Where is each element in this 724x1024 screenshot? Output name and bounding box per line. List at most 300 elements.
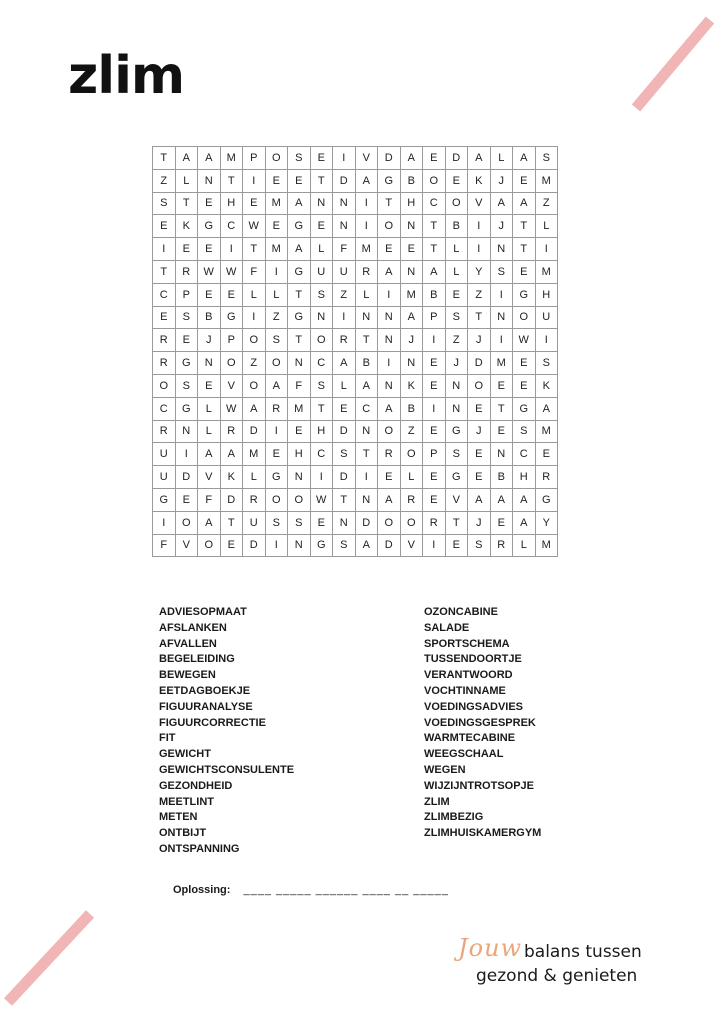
solution-blanks: ____ _____ ______ ____ __ _____: [243, 884, 449, 896]
grid-cell: L: [513, 534, 536, 557]
grid-cell: R: [535, 466, 558, 489]
grid-cell: S: [445, 306, 468, 329]
grid-cell: S: [288, 147, 311, 170]
grid-cell: M: [265, 192, 288, 215]
grid-cell: N: [490, 238, 513, 261]
grid-cell: P: [220, 329, 243, 352]
grid-cell: I: [355, 215, 378, 238]
word-item: WIJZIJNTROTSOPJE: [424, 779, 535, 792]
grid-cell: O: [153, 374, 176, 397]
grid-cell: V: [220, 374, 243, 397]
grid-cell: N: [490, 306, 513, 329]
grid-cell: G: [288, 215, 311, 238]
grid-row: [153, 420, 558, 443]
grid-row: [153, 147, 558, 170]
grid-cell: E: [265, 215, 288, 238]
grid-row: [153, 260, 558, 283]
word-item: VOEDINGSGESPREK: [424, 716, 536, 729]
grid-cell: I: [378, 352, 401, 375]
grid-cell: N: [310, 306, 333, 329]
grid-cell: U: [535, 306, 558, 329]
grid-cell: M: [220, 147, 243, 170]
grid-cell: I: [265, 420, 288, 443]
grid-cell: I: [423, 534, 446, 557]
grid-cell: F: [333, 238, 356, 261]
grid-cell: G: [198, 215, 221, 238]
grid-cell: E: [423, 466, 446, 489]
grid-cell: A: [513, 488, 536, 511]
grid-cell: H: [220, 192, 243, 215]
word-item: GEWICHT: [159, 748, 211, 761]
grid-cell: S: [513, 420, 536, 443]
grid-cell: E: [468, 397, 491, 420]
grid-cell: G: [513, 283, 536, 306]
word-item: SALADE: [424, 621, 470, 634]
word-item: WARMTECABINE: [424, 732, 516, 745]
grid-cell: O: [423, 169, 446, 192]
grid-row: [153, 238, 558, 261]
grid-cell: B: [400, 397, 423, 420]
grid-cell: N: [490, 443, 513, 466]
grid-cell: E: [220, 534, 243, 557]
grid-cell: L: [333, 374, 356, 397]
grid-cell: S: [490, 260, 513, 283]
grid-cell: G: [288, 306, 311, 329]
grid-cell: E: [423, 147, 446, 170]
grid-cell: W: [220, 397, 243, 420]
grid-cell: N: [378, 329, 401, 352]
grid-cell: P: [423, 443, 446, 466]
grid-cell: R: [378, 443, 401, 466]
grid-cell: T: [220, 511, 243, 534]
grid-cell: A: [333, 352, 356, 375]
grid-cell: G: [175, 352, 198, 375]
grid-cell: U: [243, 511, 266, 534]
grid-cell: M: [355, 238, 378, 261]
grid-cell: I: [535, 329, 558, 352]
grid-cell: D: [468, 352, 491, 375]
grid-cell: E: [423, 352, 446, 375]
grid-cell: E: [513, 374, 536, 397]
grid-cell: N: [288, 534, 311, 557]
grid-cell: O: [378, 511, 401, 534]
grid-row: [153, 397, 558, 420]
grid-cell: M: [265, 238, 288, 261]
grid-cell: A: [378, 260, 401, 283]
grid-cell: E: [490, 420, 513, 443]
grid-cell: Z: [535, 192, 558, 215]
grid-cell: A: [400, 306, 423, 329]
grid-cell: E: [468, 466, 491, 489]
grid-cell: U: [310, 260, 333, 283]
grid-cell: T: [310, 397, 333, 420]
grid-cell: A: [378, 488, 401, 511]
grid-cell: C: [310, 443, 333, 466]
grid-cell: W: [513, 329, 536, 352]
grid-cell: N: [400, 215, 423, 238]
grid-cell: Z: [243, 352, 266, 375]
word-item: AFSLANKEN: [159, 621, 227, 634]
grid-cell: L: [355, 283, 378, 306]
grid-cell: G: [265, 466, 288, 489]
grid-cell: E: [490, 374, 513, 397]
grid-row: [153, 306, 558, 329]
grid-cell: T: [333, 488, 356, 511]
grid-cell: S: [265, 511, 288, 534]
grid-cell: E: [310, 147, 333, 170]
grid-row: [153, 374, 558, 397]
grid-cell: Z: [468, 283, 491, 306]
grid-cell: M: [535, 534, 558, 557]
grid-cell: O: [265, 352, 288, 375]
grid-cell: I: [265, 260, 288, 283]
grid-cell: A: [468, 147, 491, 170]
grid-cell: L: [490, 147, 513, 170]
grid-cell: N: [175, 420, 198, 443]
grid-cell: T: [153, 260, 176, 283]
grid-cell: D: [175, 466, 198, 489]
grid-cell: G: [445, 466, 468, 489]
grid-cell: A: [243, 397, 266, 420]
grid-cell: L: [243, 283, 266, 306]
grid-cell: B: [400, 169, 423, 192]
grid-cell: G: [513, 397, 536, 420]
grid-cell: L: [535, 215, 558, 238]
grid-cell: N: [333, 215, 356, 238]
grid-cell: N: [378, 306, 401, 329]
grid-cell: I: [220, 238, 243, 261]
grid-row: [153, 534, 558, 557]
grid-cell: L: [265, 283, 288, 306]
word-item: FIT: [159, 732, 176, 745]
word-item: GEZONDHEID: [159, 779, 233, 792]
grid-cell: H: [535, 283, 558, 306]
grid-cell: N: [333, 511, 356, 534]
grid-cell: D: [378, 147, 401, 170]
grid-cell: J: [400, 329, 423, 352]
grid-cell: G: [310, 534, 333, 557]
grid-cell: R: [423, 511, 446, 534]
grid-cell: T: [243, 238, 266, 261]
grid-cell: G: [288, 260, 311, 283]
grid-cell: N: [400, 352, 423, 375]
grid-cell: S: [153, 192, 176, 215]
grid-cell: A: [535, 397, 558, 420]
grid-cell: D: [445, 147, 468, 170]
grid-cell: E: [513, 169, 536, 192]
grid-cell: S: [445, 443, 468, 466]
grid-cell: E: [310, 511, 333, 534]
word-item: METEN: [159, 811, 198, 824]
word-item: GEWICHTSCONSULENTE: [159, 763, 295, 776]
grid-cell: M: [288, 397, 311, 420]
grid-cell: I: [333, 147, 356, 170]
word-item: MEETLINT: [159, 795, 214, 808]
grid-cell: K: [175, 215, 198, 238]
grid-cell: C: [423, 192, 446, 215]
grid-cell: I: [355, 192, 378, 215]
grid-cell: D: [243, 534, 266, 557]
grid-cell: A: [288, 192, 311, 215]
grid-cell: A: [198, 147, 221, 170]
word-search-grid: [152, 146, 558, 557]
grid-cell: L: [400, 466, 423, 489]
grid-cell: I: [153, 511, 176, 534]
grid-cell: O: [220, 352, 243, 375]
grid-cell: P: [423, 306, 446, 329]
grid-cell: I: [175, 443, 198, 466]
grid-cell: I: [468, 215, 491, 238]
grid-cell: I: [310, 466, 333, 489]
word-item: ZLIM: [424, 795, 450, 808]
grid-cell: E: [400, 238, 423, 261]
grid-cell: R: [243, 488, 266, 511]
grid-cell: N: [288, 466, 311, 489]
grid-cell: Z: [265, 306, 288, 329]
grid-cell: A: [490, 192, 513, 215]
grid-cell: V: [175, 534, 198, 557]
grid-cell: M: [490, 352, 513, 375]
grid-cell: E: [468, 443, 491, 466]
grid-row: [153, 283, 558, 306]
grid-cell: I: [265, 534, 288, 557]
pink-stripe-bottom-left: [0, 908, 100, 1008]
grid-cell: R: [153, 329, 176, 352]
word-item: FIGUURCORRECTIE: [159, 716, 266, 729]
grid-cell: A: [220, 443, 243, 466]
grid-cell: T: [423, 215, 446, 238]
grid-cell: U: [153, 466, 176, 489]
grid-cell: B: [490, 466, 513, 489]
solution-line: [173, 884, 449, 896]
grid-cell: T: [220, 169, 243, 192]
grid-row: [153, 443, 558, 466]
grid-cell: A: [513, 192, 536, 215]
grid-cell: I: [490, 283, 513, 306]
grid-cell: N: [355, 488, 378, 511]
grid-cell: P: [243, 147, 266, 170]
grid-cell: R: [265, 397, 288, 420]
zlim-logo: zlim: [68, 46, 185, 106]
grid-cell: J: [445, 352, 468, 375]
grid-cell: A: [288, 238, 311, 261]
grid-cell: K: [468, 169, 491, 192]
grid-cell: V: [355, 147, 378, 170]
grid-cell: D: [333, 420, 356, 443]
grid-cell: O: [265, 147, 288, 170]
grid-cell: D: [355, 511, 378, 534]
grid-cell: E: [378, 238, 401, 261]
grid-cell: N: [198, 169, 221, 192]
grid-cell: A: [355, 534, 378, 557]
grid-cell: A: [198, 511, 221, 534]
grid-cell: A: [355, 374, 378, 397]
grid-cell: E: [378, 466, 401, 489]
grid-cell: E: [175, 329, 198, 352]
grid-cell: T: [288, 283, 311, 306]
grid-cell: G: [153, 488, 176, 511]
tagline-script: Jouw: [458, 934, 523, 962]
grid-cell: T: [468, 306, 491, 329]
grid-cell: R: [400, 488, 423, 511]
grid-row: [153, 352, 558, 375]
grid-cell: E: [535, 443, 558, 466]
grid-cell: W: [310, 488, 333, 511]
grid-cell: O: [265, 488, 288, 511]
grid-cell: E: [445, 283, 468, 306]
word-item: TUSSENDOORTJE: [424, 653, 522, 666]
grid-cell: K: [400, 374, 423, 397]
grid-cell: Z: [153, 169, 176, 192]
grid-cell: E: [198, 192, 221, 215]
grid-cell: I: [243, 306, 266, 329]
grid-cell: O: [378, 420, 401, 443]
grid-cell: F: [288, 374, 311, 397]
word-item: VERANTWOORD: [424, 669, 513, 682]
grid-cell: E: [198, 238, 221, 261]
grid-cell: O: [378, 215, 401, 238]
grid-cell: S: [310, 283, 333, 306]
grid-cell: L: [445, 260, 468, 283]
grid-cell: T: [423, 238, 446, 261]
grid-cell: E: [265, 443, 288, 466]
grid-cell: J: [490, 169, 513, 192]
grid-cell: E: [513, 352, 536, 375]
word-item: FIGUURANALYSE: [159, 700, 253, 713]
grid-cell: S: [288, 511, 311, 534]
grid-row: [153, 215, 558, 238]
word-item: WEGEN: [424, 763, 466, 776]
grid-cell: F: [243, 260, 266, 283]
grid-cell: A: [513, 147, 536, 170]
grid-row: [153, 192, 558, 215]
grid-cell: E: [265, 169, 288, 192]
grid-cell: W: [243, 215, 266, 238]
grid-cell: E: [198, 374, 221, 397]
grid-cell: O: [243, 329, 266, 352]
grid-cell: E: [220, 283, 243, 306]
grid-cell: S: [468, 534, 491, 557]
grid-cell: O: [445, 192, 468, 215]
grid-cell: W: [220, 260, 243, 283]
grid-cell: O: [310, 329, 333, 352]
grid-cell: B: [445, 215, 468, 238]
grid-cell: D: [333, 466, 356, 489]
grid-cell: I: [243, 169, 266, 192]
grid-cell: J: [468, 420, 491, 443]
grid-cell: O: [243, 374, 266, 397]
grid-cell: O: [468, 374, 491, 397]
grid-cell: G: [445, 420, 468, 443]
grid-cell: L: [198, 397, 221, 420]
grid-cell: Z: [333, 283, 356, 306]
grid-cell: L: [310, 238, 333, 261]
grid-cell: T: [378, 192, 401, 215]
grid-cell: A: [400, 147, 423, 170]
grid-cell: Y: [468, 260, 491, 283]
grid-cell: V: [400, 534, 423, 557]
grid-cell: I: [423, 329, 446, 352]
grid-cell: C: [153, 283, 176, 306]
grid-cell: S: [333, 534, 356, 557]
grid-cell: N: [288, 352, 311, 375]
grid-row: [153, 511, 558, 534]
grid-cell: I: [535, 238, 558, 261]
grid-cell: I: [378, 283, 401, 306]
grid-cell: C: [220, 215, 243, 238]
grid-cell: E: [198, 283, 221, 306]
grid-cell: N: [355, 306, 378, 329]
grid-cell: P: [175, 283, 198, 306]
grid-cell: E: [423, 420, 446, 443]
grid-cell: O: [175, 511, 198, 534]
grid-cell: C: [355, 397, 378, 420]
grid-cell: H: [288, 443, 311, 466]
word-item: ONTBIJT: [159, 827, 207, 840]
grid-cell: T: [355, 443, 378, 466]
grid-cell: R: [333, 329, 356, 352]
grid-cell: J: [198, 329, 221, 352]
grid-cell: E: [243, 192, 266, 215]
grid-cell: W: [198, 260, 221, 283]
grid-cell: N: [310, 192, 333, 215]
grid-cell: O: [288, 488, 311, 511]
grid-cell: E: [445, 169, 468, 192]
grid-cell: E: [175, 488, 198, 511]
tagline-line-2: gezond & genieten: [476, 966, 638, 986]
word-list-right: [424, 605, 541, 842]
grid-cell: Z: [400, 420, 423, 443]
grid-row: [153, 488, 558, 511]
grid-cell: L: [198, 420, 221, 443]
grid-cell: M: [535, 420, 558, 443]
grid-cell: E: [288, 420, 311, 443]
grid-cell: E: [153, 306, 176, 329]
grid-cell: B: [198, 306, 221, 329]
word-item: OZONCABINE: [424, 606, 498, 618]
grid-cell: B: [355, 352, 378, 375]
grid-cell: G: [175, 397, 198, 420]
grid-cell: N: [400, 260, 423, 283]
grid-cell: S: [175, 306, 198, 329]
grid-cell: S: [535, 147, 558, 170]
grid-cell: T: [355, 329, 378, 352]
grid-row: [153, 466, 558, 489]
grid-cell: T: [153, 147, 176, 170]
grid-cell: S: [535, 352, 558, 375]
grid-cell: T: [490, 397, 513, 420]
grid-cell: V: [445, 488, 468, 511]
grid-cell: E: [153, 215, 176, 238]
word-item: VOEDINGSADVIES: [424, 700, 524, 713]
grid-cell: I: [333, 306, 356, 329]
grid-cell: J: [468, 329, 491, 352]
grid-cell: D: [378, 534, 401, 557]
grid-cell: E: [445, 534, 468, 557]
grid-cell: M: [535, 169, 558, 192]
grid-cell: R: [153, 420, 176, 443]
grid-cell: L: [445, 238, 468, 261]
grid-cell: R: [490, 534, 513, 557]
word-item: EETDAGBOEKJE: [159, 684, 251, 697]
grid-cell: R: [355, 260, 378, 283]
grid-cell: A: [265, 374, 288, 397]
grid-cell: Y: [535, 511, 558, 534]
grid-cell: H: [400, 192, 423, 215]
grid-cell: C: [153, 397, 176, 420]
grid-cell: O: [400, 511, 423, 534]
grid-cell: H: [310, 420, 333, 443]
